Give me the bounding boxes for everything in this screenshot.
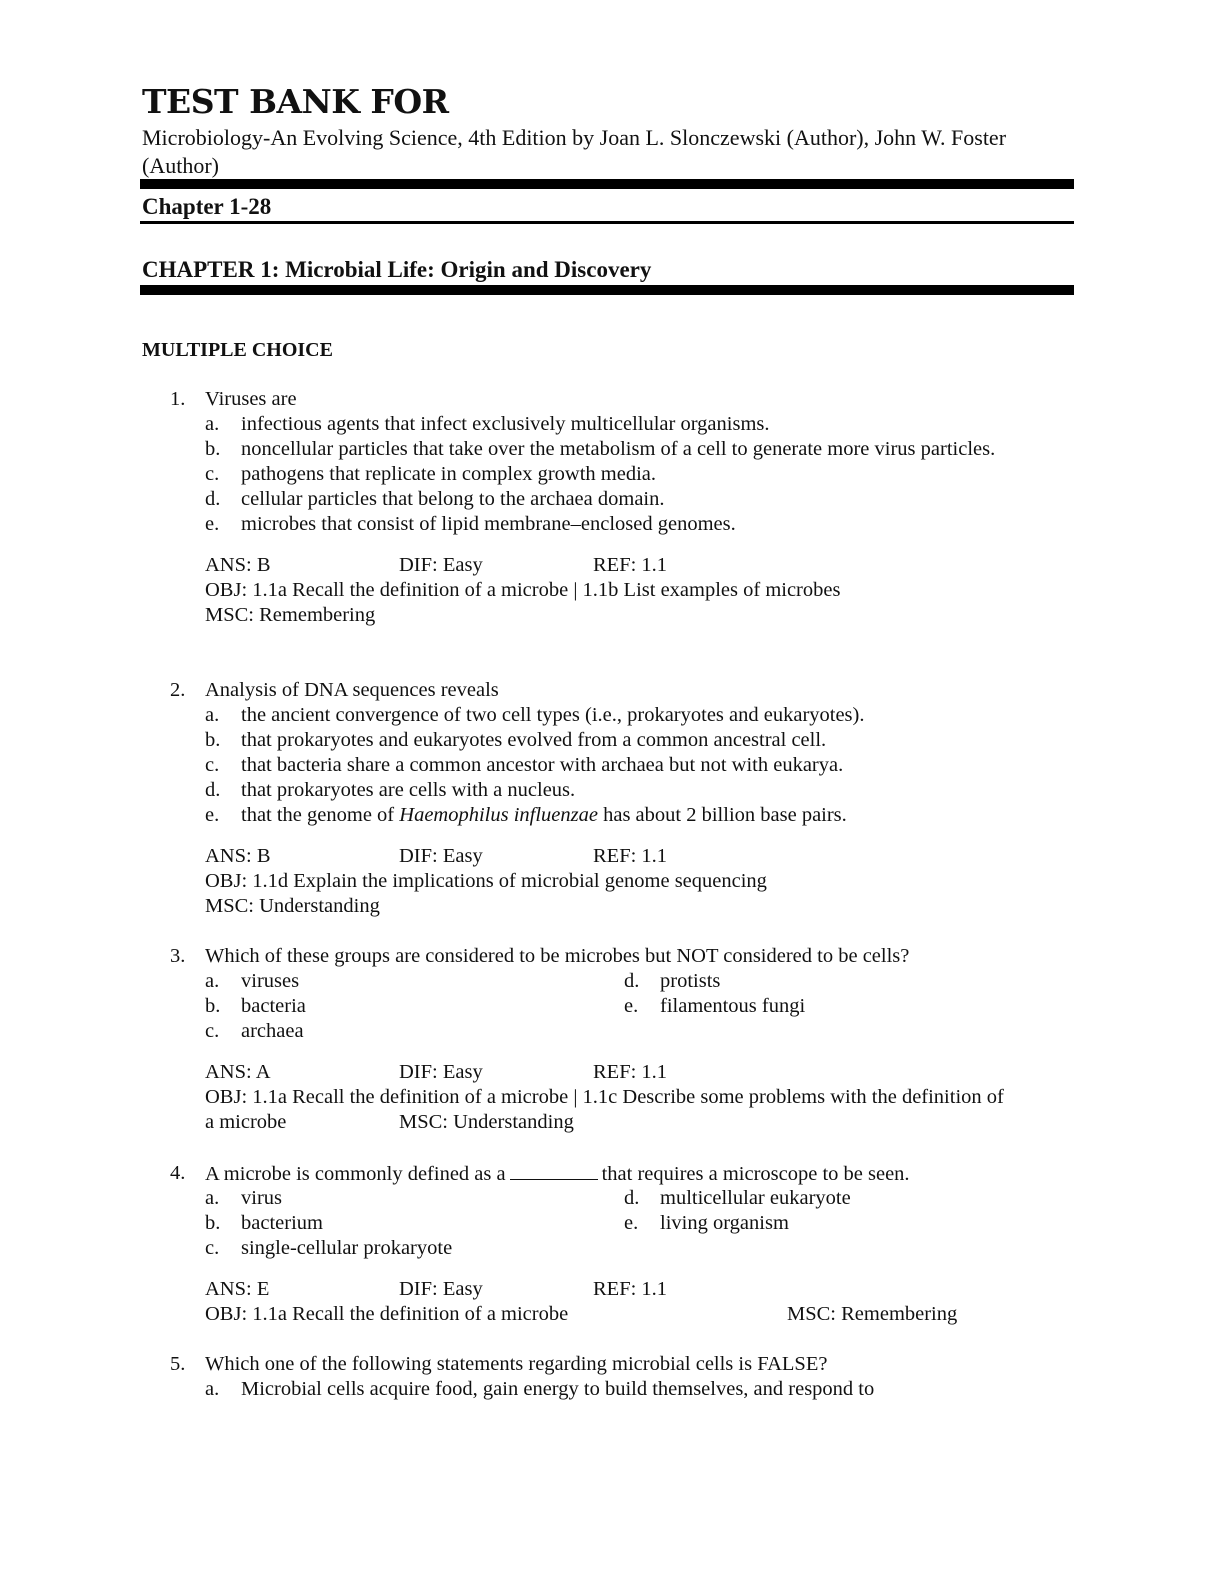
msc-level: MSC: Remembering <box>205 604 376 626</box>
divider-rule <box>140 179 1074 189</box>
answer-option <box>170 487 1090 512</box>
option-text: pathogens that replicate in complex growth media. <box>241 463 656 485</box>
option-text: that prokaryotes are cells with a nucleus. <box>241 779 576 801</box>
objective: OBJ: 1.1a Recall the definition of a microbe | 1.1c Describe some problems with the definition of <box>205 1086 1004 1108</box>
answer-option <box>170 512 1090 537</box>
question-1 <box>170 387 1090 628</box>
option-letter: b. <box>205 995 221 1017</box>
option-text: viruses <box>241 970 300 992</box>
option-text: multicellular eukaryote <box>660 1187 851 1209</box>
reference: REF: 1.1 <box>593 1061 668 1083</box>
answer-meta <box>170 1277 1090 1327</box>
answer-option-row <box>170 994 1090 1019</box>
objective: OBJ: 1.1a Recall the definition of a microbe <box>205 1303 569 1325</box>
answer-key: ANS: B <box>205 554 271 576</box>
answer-meta <box>170 1060 1090 1135</box>
option-letter: d. <box>205 779 221 801</box>
answer-key: ANS: B <box>205 845 271 867</box>
option-text: infectious agents that infect exclusively multicellular organisms. <box>241 413 770 435</box>
option-letter: e. <box>624 995 639 1017</box>
difficulty: DIF: Easy <box>399 845 483 867</box>
difficulty: DIF: Easy <box>399 1061 483 1083</box>
question-number: 2. <box>170 679 186 701</box>
option-letter: c. <box>205 463 220 485</box>
chapter-heading: CHAPTER 1: Microbial Life: Origin and Discovery <box>142 257 652 282</box>
option-letter: e. <box>205 513 220 535</box>
question-number: 3. <box>170 945 186 967</box>
option-letter: c. <box>205 1020 220 1042</box>
msc-level: MSC: Remembering <box>787 1303 958 1325</box>
option-letter: a. <box>205 1187 220 1209</box>
msc-level: MSC: Understanding <box>399 1111 574 1133</box>
option-text: bacterium <box>241 1212 323 1234</box>
option-text: archaea <box>241 1020 304 1042</box>
option-text-part: that the genome of <box>241 804 400 826</box>
answer-option <box>170 412 1090 437</box>
section-heading: MULTIPLE CHOICE <box>142 339 333 361</box>
question-number: 1. <box>170 388 186 410</box>
difficulty: DIF: Easy <box>399 554 483 576</box>
question-5 <box>170 1352 1090 1402</box>
option-letter: c. <box>205 1237 220 1259</box>
option-text: that bacteria share a common ancestor with archaea but not with eukarya. <box>241 754 844 776</box>
answer-option <box>170 462 1090 487</box>
question-stem: Viruses are <box>205 388 297 410</box>
option-text: bacteria <box>241 995 306 1017</box>
option-letter: b. <box>205 438 221 460</box>
book-subtitle: Microbiology-An Evolving Science, 4th Edition by Joan L. Slonczewski (Author), John W. Foster (Author) <box>142 125 1007 178</box>
option-letter: a. <box>205 1378 220 1400</box>
stem-part: that requires a microscope to be seen. <box>601 1163 910 1185</box>
option-text: protists <box>660 970 721 992</box>
answer-option-row <box>170 1186 1090 1211</box>
divider-rule <box>140 285 1074 295</box>
answer-meta <box>170 553 1090 628</box>
answer-option-row <box>170 1019 1090 1044</box>
reference: REF: 1.1 <box>593 845 668 867</box>
option-text: filamentous fungi <box>660 995 806 1017</box>
question-number: 5. <box>170 1353 186 1375</box>
option-text: the ancient convergence of two cell types (i.e., prokaryotes and eukaryotes). <box>241 704 865 726</box>
question-stem: Which one of the following statements regarding microbial cells is FALSE? <box>205 1353 828 1375</box>
msc-level: MSC: Understanding <box>205 895 380 917</box>
option-letter: d. <box>205 488 221 510</box>
option-text: living organism <box>660 1212 789 1234</box>
option-letter: a. <box>205 970 220 992</box>
option-letter: c. <box>205 754 220 776</box>
answer-key: ANS: A <box>205 1061 271 1083</box>
chapter-range: Chapter 1-28 <box>142 194 272 219</box>
difficulty: DIF: Easy <box>399 1278 483 1300</box>
option-text: that prokaryotes and eukaryotes evolved from a common ancestral cell. <box>241 729 827 751</box>
answer-option <box>170 437 1090 462</box>
option-text: single-cellular prokaryote <box>241 1237 453 1259</box>
answer-option-row <box>170 969 1090 994</box>
option-text: virus <box>241 1187 282 1209</box>
question-3 <box>170 944 1090 1135</box>
option-letter: e. <box>205 804 220 826</box>
option-letter: a. <box>205 704 220 726</box>
stem-part: A microbe is commonly defined as a <box>205 1163 506 1185</box>
option-letter: b. <box>205 1212 221 1234</box>
answer-option <box>170 803 1090 828</box>
option-text: microbes that consist of lipid membrane–enclosed genomes. <box>241 513 736 535</box>
option-text <box>241 803 1001 828</box>
answer-option-row <box>170 1211 1090 1236</box>
species-name: Haemophilus influenzae <box>399 804 598 826</box>
answer-key: ANS: E <box>205 1278 270 1300</box>
answer-option <box>170 778 1090 803</box>
answer-option <box>170 703 1090 728</box>
answer-meta <box>170 844 1090 919</box>
option-text-part: has about 2 billion base pairs. <box>597 804 847 826</box>
option-letter: d. <box>624 970 640 992</box>
question-2 <box>170 678 1090 919</box>
question-stem: Which of these groups are considered to be microbes but NOT considered to be cells? <box>205 945 910 967</box>
question-stem: Analysis of DNA sequences reveals <box>205 679 499 701</box>
answer-option <box>170 753 1090 778</box>
option-text: Microbial cells acquire food, gain energy to build themselves, and respond to <box>241 1378 875 1400</box>
reference: REF: 1.1 <box>593 554 668 576</box>
answer-option-row <box>170 1236 1090 1261</box>
question-stem <box>205 1161 910 1187</box>
page-title: TEST BANK FOR <box>142 82 449 121</box>
question-4 <box>170 1161 1090 1327</box>
question-number: 4. <box>170 1162 186 1184</box>
option-letter: e. <box>624 1212 639 1234</box>
answer-option <box>170 1377 1090 1402</box>
option-text: noncellular particles that take over the metabolism of a cell to generate more virus particles. <box>241 438 996 460</box>
reference: REF: 1.1 <box>593 1278 668 1300</box>
option-text: cellular particles that belong to the archaea domain. <box>241 488 665 510</box>
option-letter: b. <box>205 729 221 751</box>
divider-rule-thin <box>140 221 1074 224</box>
option-letter: a. <box>205 413 220 435</box>
answer-option <box>170 728 1090 753</box>
objective-continued: a microbe <box>205 1111 287 1133</box>
fill-in-blank <box>510 1161 598 1180</box>
option-letter: d. <box>624 1187 640 1209</box>
objective: OBJ: 1.1a Recall the definition of a microbe | 1.1b List examples of microbes <box>205 579 841 601</box>
objective: OBJ: 1.1d Explain the implications of microbial genome sequencing <box>205 870 767 892</box>
